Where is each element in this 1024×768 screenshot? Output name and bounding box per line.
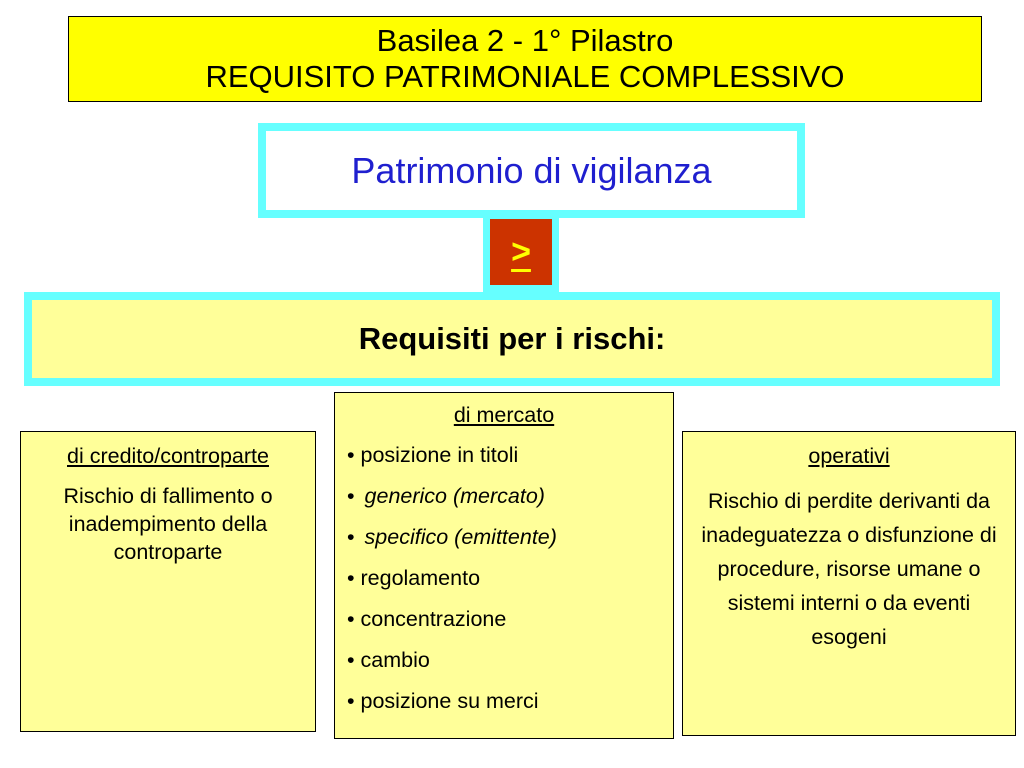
list-item: • posizione in titoli — [347, 443, 519, 467]
credito-description: Rischio di fallimento o inadempimento della controparte — [63, 484, 273, 564]
list-item: • cambio — [347, 648, 430, 672]
list-item-text: generico (mercato) — [364, 484, 545, 508]
list-item — [347, 482, 673, 523]
list-item: • regolamento — [347, 566, 481, 590]
risk-box-mercato — [334, 392, 674, 739]
risk-box-credito — [20, 431, 316, 732]
greater-equal-sign — [490, 219, 552, 285]
title-line-2: REQUISITO PATRIMONIALE COMPLESSIVO — [205, 59, 845, 94]
requisiti-per-i-rischi-box — [24, 292, 1000, 386]
operativi-heading: operativi — [808, 444, 890, 468]
operativi-description: Rischio di perdite derivanti da inadeguatezza o disfunzione di procedure, risorse umane o sistemi interni o da eventi esogeni — [701, 489, 997, 649]
bullet-icon: • — [347, 484, 355, 508]
list-item: • concentrazione — [347, 607, 507, 631]
list-item-text: specifico (emittente) — [364, 525, 557, 549]
list-item — [347, 523, 673, 564]
credito-heading: di credito/controparte — [67, 444, 269, 468]
risk-box-operativi — [682, 431, 1016, 736]
title-box — [68, 16, 982, 102]
bullet-icon: • — [347, 525, 355, 549]
mercato-heading: di mercato — [453, 403, 555, 427]
list-item: • posizione su merci — [347, 689, 539, 713]
patrimonio-label: Patrimonio di vigilanza — [351, 149, 712, 191]
title-line-1: Basilea 2 - 1° Pilastro — [376, 23, 674, 58]
comparator-symbol: > — [511, 232, 531, 271]
patrimonio-di-vigilanza-box — [258, 123, 805, 218]
requisiti-label: Requisiti per i rischi: — [358, 321, 666, 356]
mercato-list — [335, 441, 673, 728]
